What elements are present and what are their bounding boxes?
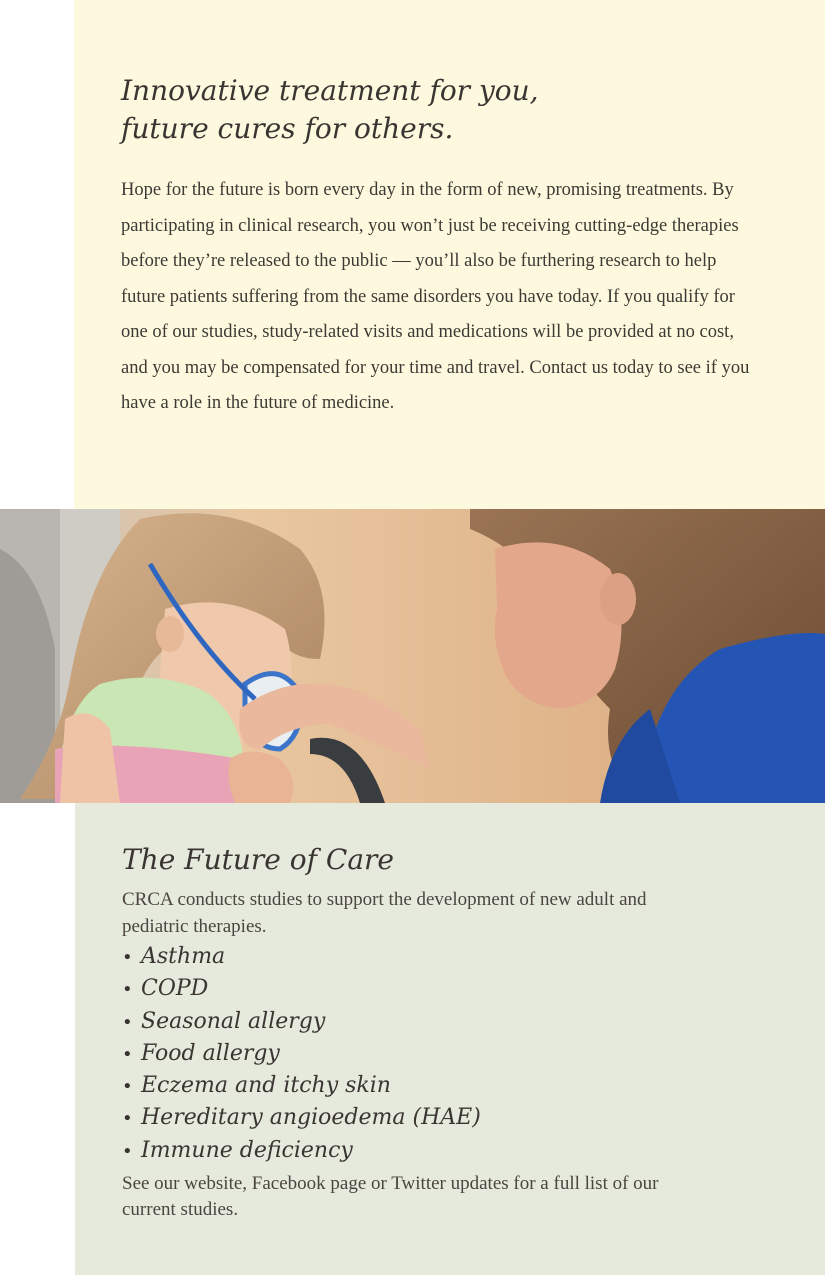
study-area-label: Asthma: [141, 944, 226, 969]
list-item: [122, 1102, 481, 1134]
study-area-label: Seasonal allergy: [141, 1008, 326, 1034]
intro-paragraph: Hope for the future is born every day in the form of new, promising treatments. By participating in clinical research, you won’t just be receiving cutting-edge therapies before they’re released to the public — you’ll also be furthering research to help future patients suffering from the same disorders you have today. If you qualify for one of our studies, study-related visits and medications will be provided at no cost, and you may be compensated for your time and travel. Contact us today to see if you have a role in the future of medicine.: [121, 180, 750, 413]
hero-title-line-2: future cures for others.: [121, 112, 454, 145]
bullet-icon: •: [122, 1043, 133, 1065]
list-item: [122, 1006, 481, 1038]
study-area-label: Hereditary angioedema (HAE): [141, 1105, 481, 1131]
bullet-icon: •: [122, 979, 133, 1001]
bullet-icon: •: [122, 1011, 133, 1033]
study-areas-list: [122, 941, 481, 1167]
hero-title-line-1: Innovative treatment for you,: [121, 74, 539, 107]
bullet-icon: •: [122, 1108, 133, 1130]
clinic-photo: [0, 509, 825, 803]
list-item: [122, 1070, 481, 1102]
list-item: [122, 1135, 481, 1167]
list-item: [122, 973, 481, 1005]
bullet-icon: •: [122, 947, 133, 968]
clinic-photo-illustration: [0, 509, 825, 803]
study-area-label: Eczema and itchy skin: [141, 1073, 391, 1099]
study-area-label: Immune deficiency: [141, 1137, 353, 1163]
list-item: [122, 941, 481, 973]
bullet-icon: •: [122, 1140, 133, 1162]
bullet-icon: •: [122, 1076, 133, 1098]
section-description: CRCA conducts studies to support the development of new adult and pediatric therapies.: [122, 889, 647, 937]
section-title: The Future of Care: [122, 843, 394, 876]
footer-note: See our website, Facebook page or Twitter updates for a full list of our current studies.: [122, 1173, 659, 1220]
hero-title: [121, 72, 761, 148]
study-area-label: COPD: [141, 976, 209, 1002]
study-area-label: Food allergy: [141, 1040, 280, 1066]
list-item: [122, 1038, 481, 1070]
